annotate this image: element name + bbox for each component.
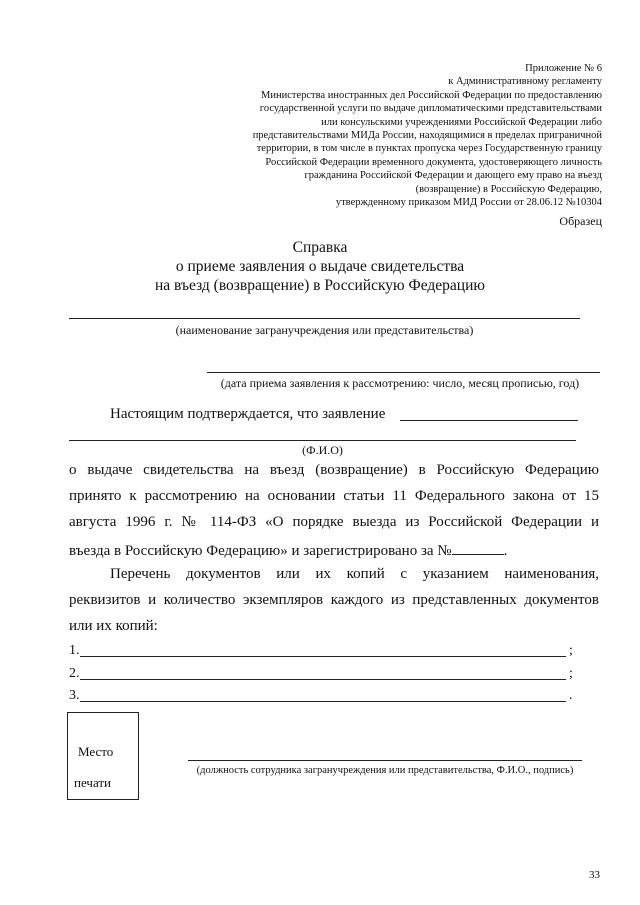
appendix-line: Министерства иностранных дел Российской Федерации по предоставлению — [261, 89, 602, 101]
body-last-text: въезда в Российскую Федерацию» и зарегистрировано за № — [69, 543, 452, 559]
body-line-last — [69, 540, 507, 560]
fio-field-line[interactable] — [69, 440, 576, 441]
document-subtitle-line1: о приеме заявления о выдаче свидетельства — [175, 258, 465, 275]
body-line: августа 1996 г. № 114-ФЗ «О порядке выезда из Российской Федерации и — [69, 514, 599, 530]
stamp-box — [67, 712, 139, 800]
institution-field-line[interactable] — [69, 318, 580, 319]
stamp-label-line1: Место — [78, 744, 114, 759]
body-line: принято к рассмотрению на основании статьи 11 Федерального закона от 15 — [69, 488, 599, 504]
official-signature-line[interactable] — [188, 760, 582, 761]
date-field-line[interactable] — [207, 372, 600, 373]
appendix-line: утвержденному приказом МИД России от 28.06.12 №10304 — [335, 197, 602, 209]
appendix-line: представительствами МИДа России, находящимися в пределах приграничной — [252, 130, 602, 142]
list-intro-last: или их копий: — [69, 618, 158, 634]
stamp-label-line2: печати — [74, 775, 112, 790]
appendix-line: Российской Федерации временного документа, удостоверяющего личность — [265, 156, 602, 168]
page-number: 33 — [589, 869, 600, 881]
appendix-line: территории, в том числе в пунктах пропуска через Государственную границу — [256, 143, 602, 155]
appendix-line: государственной услуги по выдаче дипломатическими представительствами — [259, 103, 602, 115]
doc-item-number: 3. — [69, 688, 80, 703]
doc-item-number: 2. — [69, 666, 80, 681]
confirm-text: Настоящим подтверждается, что заявление — [110, 406, 386, 422]
doc-item-end: ; — [569, 666, 573, 681]
doc-item-end: . — [569, 688, 573, 703]
appendix-line: Приложение № 6 — [525, 63, 602, 74]
appendix-line: к Административному регламенту — [448, 76, 602, 88]
document-title: Справка — [292, 239, 348, 256]
institution-caption: (наименование загранучреждения или представительства) — [175, 323, 474, 337]
body-last-end: . — [503, 543, 508, 559]
appendix-header — [182, 62, 602, 209]
doc-item-end: ; — [569, 643, 573, 658]
doc-item-field-2[interactable] — [80, 679, 566, 680]
registration-number-field[interactable] — [452, 540, 504, 555]
body-line: о выдаче свидетельства на въезд (возвращение) в Российскую Федерацию — [69, 462, 599, 478]
appendix-line: гражданина Российской Федерации и дающего ему право на въезд — [304, 170, 602, 182]
official-caption: (должность сотрудника загранучреждения или представительства, Ф.И.О., подпись) — [196, 765, 574, 776]
list-intro-line: реквизитов и количество экземпляров каждого из представленных документов — [69, 592, 599, 608]
date-caption: (дата приема заявления к рассмотрению: число, месяц прописью, год) — [220, 376, 580, 390]
list-intro-line: Перечень документов или их копий с указанием наименования, — [110, 566, 599, 582]
application-field-line[interactable] — [400, 420, 578, 421]
doc-item-field-3[interactable] — [80, 701, 566, 702]
appendix-line: или консульскими учреждениями Российской Федерации либо — [321, 116, 602, 128]
doc-item-field-1[interactable] — [80, 656, 566, 657]
fio-caption: (Ф.И.О) — [302, 443, 343, 457]
appendix-line: (возвращение) в Российскую Федерацию, — [415, 183, 602, 195]
sample-label: Образец — [559, 214, 602, 228]
doc-item-number: 1. — [69, 643, 80, 658]
document-subtitle-line2: на въезд (возвращение) в Российскую Федерацию — [155, 277, 485, 294]
